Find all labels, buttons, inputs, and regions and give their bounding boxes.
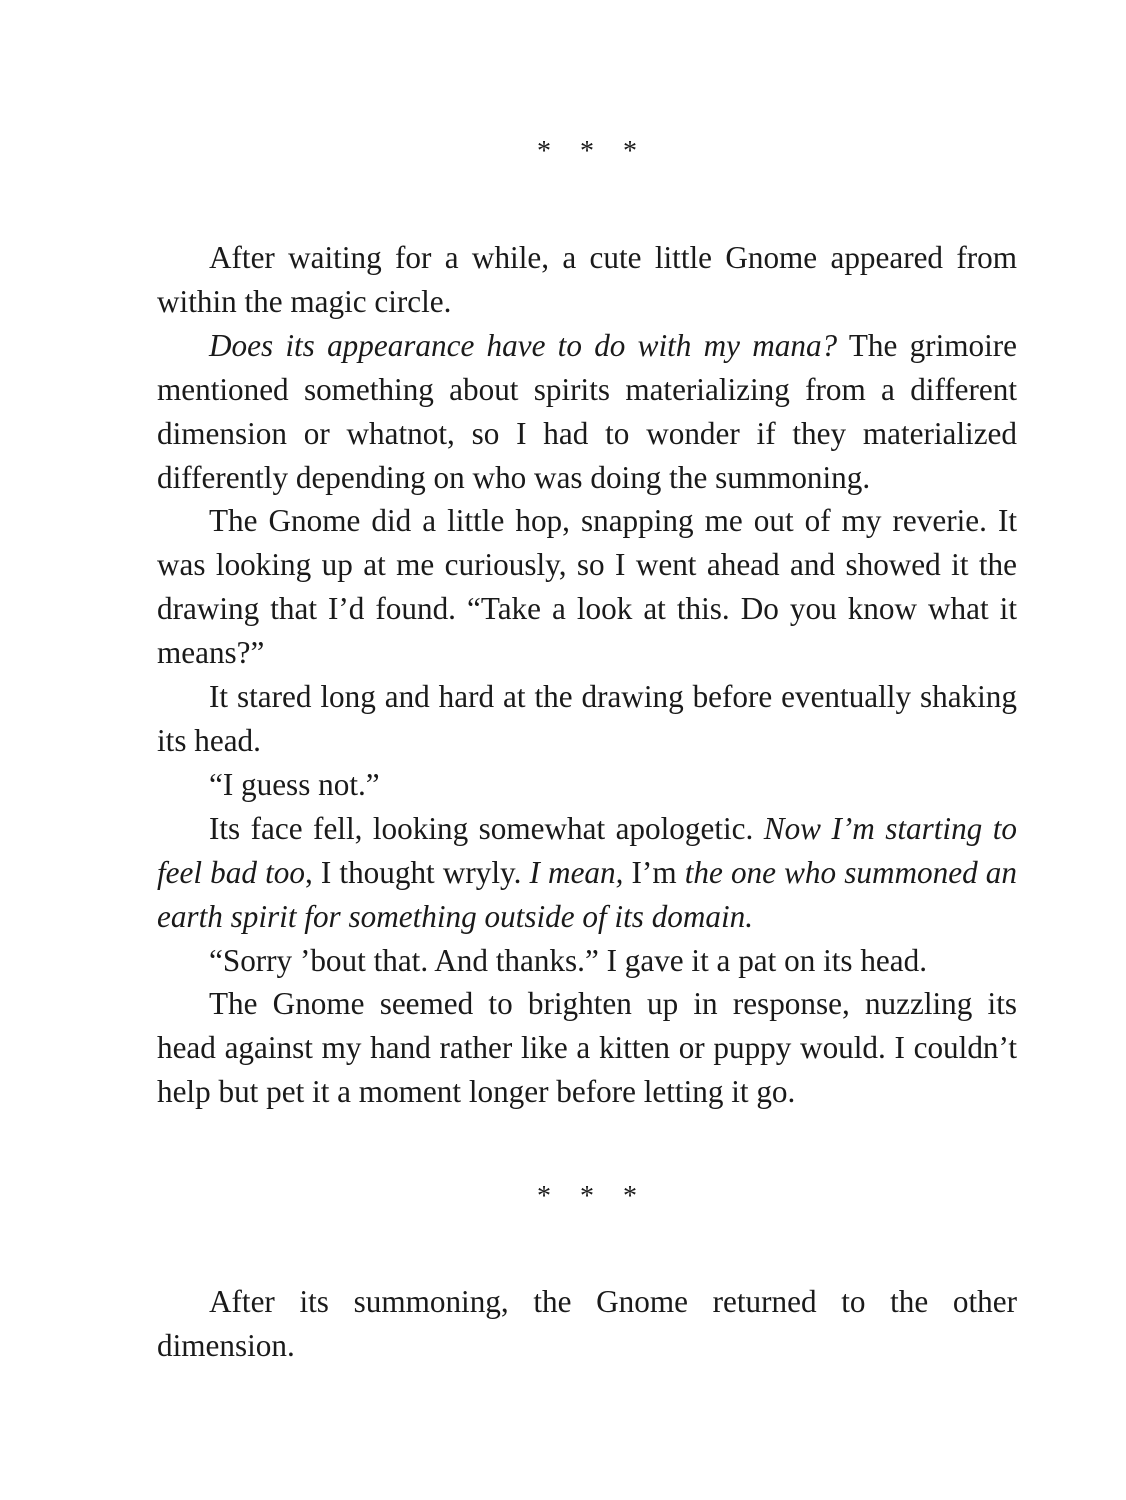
italic-text-run: I mean,	[529, 854, 624, 890]
scene-break-asterisk: *	[537, 1181, 551, 1213]
text-run: The Gnome seemed to brighten up in response, nuzzling its head against my hand rather like a kitten or puppy would. I couldn’t help but pet it a moment longer before letting it go.	[157, 986, 1017, 1110]
scene-break-asterisk: *	[623, 1181, 637, 1213]
scene-break-asterisk: *	[580, 1181, 594, 1213]
text-run: I’m	[623, 854, 685, 890]
text-section	[157, 1280, 1017, 1368]
paragraph	[157, 1280, 1017, 1368]
scene-break-asterisk: *	[580, 136, 594, 167]
text-run: “Sorry ’bout that. And thanks.” I gave it a pat on its head.	[209, 942, 928, 978]
text-section	[157, 236, 1017, 1114]
text-run: The grimoire mentioned something about spirits materializing from a different dimension or whatnot, so I had to wonder if they materialized differently depending on who was doing the summoning.	[157, 327, 1017, 495]
scene-break-asterisk: *	[623, 136, 637, 167]
paragraph	[157, 807, 1017, 939]
paragraph	[157, 982, 1017, 1114]
text-run: After its summoning, the Gnome returned to the other dimension.	[157, 1284, 1017, 1364]
text-run: After waiting for a while, a cute little Gnome appeared from within the magic circle.	[157, 240, 1017, 319]
scene-break	[157, 132, 1017, 172]
text-run: The Gnome did a little hop, snapping me out of my reverie. It was looking up at me curiously, so I went ahead and showed it the drawing that I’d found. “Take a look at this. Do you know what it means?”	[157, 503, 1017, 671]
paragraph	[157, 763, 1017, 807]
paragraph	[157, 939, 1017, 983]
paragraph	[157, 499, 1017, 675]
text-run: “I guess not.”	[209, 766, 380, 802]
scene-break	[157, 1177, 1017, 1217]
italic-text-run: Now I’m starting to feel bad too	[157, 810, 1017, 890]
text-run: Its face fell, looking somewhat apologetic.	[209, 810, 764, 846]
book-page	[157, 132, 1017, 1368]
paragraph	[157, 236, 1017, 324]
paragraph	[157, 675, 1017, 763]
scene-break-asterisk: *	[537, 136, 551, 167]
italic-text-run: Does its appearance have to do with my mana?	[209, 327, 838, 363]
text-run: , I thought wryly.	[304, 854, 530, 890]
text-run: It stared long and hard at the drawing before eventually shaking its head.	[157, 679, 1017, 758]
italic-text-run: the one who summoned an earth spirit for something outside of its domain.	[157, 854, 1017, 934]
paragraph	[157, 324, 1017, 500]
